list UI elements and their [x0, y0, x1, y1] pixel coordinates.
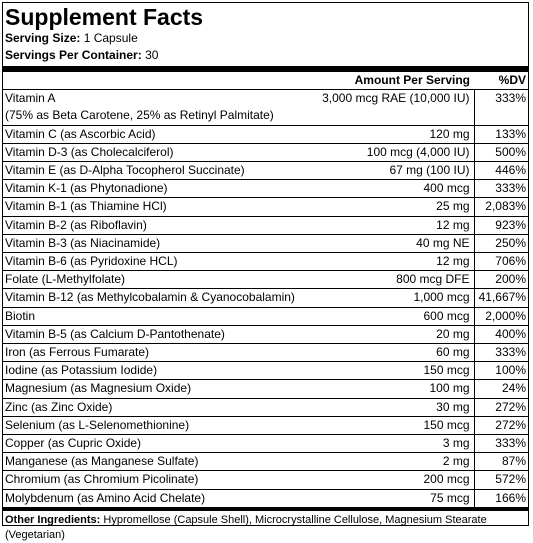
table-row — [3, 289, 528, 307]
nutrient-dv: 133% — [474, 125, 528, 143]
table-row — [3, 325, 528, 343]
nutrient-name: Vitamin B-6 (as Pyridoxine HCL) — [3, 253, 318, 271]
nutrient-name: Vitamin A — [3, 90, 318, 108]
nutrient-amount: 30 mg — [318, 398, 474, 416]
table-row — [3, 125, 528, 143]
nutrient-name: Iron (as Ferrous Fumarate) — [3, 344, 318, 362]
table-header-row — [3, 72, 528, 90]
table-row — [3, 216, 528, 234]
serving-size — [3, 30, 528, 47]
nutrient-amount: 25 mg — [318, 198, 474, 216]
panel-title: Supplement Facts — [5, 4, 204, 30]
nutrient-amount: 1,000 mcg — [318, 289, 474, 307]
serving-size-label: Serving Size: — [5, 31, 81, 45]
nutrient-amount: 400 mcg — [318, 180, 474, 198]
nutrient-amount: 12 mg — [318, 253, 474, 271]
nutrient-name: Chromium (as Chromium Picolinate) — [3, 471, 318, 489]
table-row — [3, 307, 528, 325]
nutrient-name: (75% as Beta Carotene, 25% as Retinyl Palmitate) — [5, 108, 274, 123]
table-row — [3, 107, 528, 125]
nutrient-amount: 12 mg — [318, 216, 474, 234]
nutrient-dv: 24% — [474, 380, 528, 398]
header-amount: Amount Per Serving — [318, 72, 474, 90]
table-row — [3, 180, 528, 198]
table-row — [3, 253, 528, 271]
nutrient-dv — [474, 107, 528, 125]
nutrient-name: Zinc (as Zinc Oxide) — [3, 398, 318, 416]
nutrient-name: Vitamin B-1 (as Thiamine HCl) — [3, 198, 318, 216]
nutrient-name: Manganese (as Manganese Sulfate) — [3, 453, 318, 471]
table-row — [3, 344, 528, 362]
nutrient-name: Copper (as Cupric Oxide) — [3, 435, 318, 453]
table-row — [3, 143, 528, 161]
nutrient-table — [3, 72, 528, 507]
nutrient-name: Vitamin B-2 (as Riboflavin) — [3, 216, 318, 234]
nutrient-amount: 200 mcg — [318, 471, 474, 489]
table-row — [3, 90, 528, 108]
nutrient-amount — [318, 107, 474, 125]
nutrient-amount: 150 mcg — [318, 362, 474, 380]
nutrient-dv: 706% — [474, 253, 528, 271]
nutrient-name: Iodine (as Potassium Iodide) — [3, 362, 318, 380]
table-row — [3, 435, 528, 453]
table-row — [3, 271, 528, 289]
table-row — [3, 471, 528, 489]
nutrient-dv: 923% — [474, 216, 528, 234]
table-row — [3, 162, 528, 180]
header-name — [3, 72, 318, 90]
table-row — [3, 489, 528, 507]
nutrient-dv: 333% — [474, 180, 528, 198]
nutrient-name: Vitamin B-12 (as Methylcobalamin & Cyanocobalamin) — [3, 289, 318, 307]
nutrient-amount: 40 mg NE — [318, 234, 474, 252]
nutrient-dv: 2,000% — [474, 307, 528, 325]
nutrient-dv: 400% — [474, 325, 528, 343]
supplement-facts-panel — [2, 2, 529, 541]
nutrient-amount: 100 mcg (4,000 IU) — [318, 143, 474, 161]
nutrient-name: Vitamin E (as D-Alpha Tocopherol Succinate) — [3, 162, 318, 180]
nutrient-name: Magnesium (as Magnesium Oxide) — [3, 380, 318, 398]
nutrient-dv: 333% — [474, 435, 528, 453]
nutrient-amount: 75 mcg — [318, 489, 474, 507]
nutrient-dv: 87% — [474, 453, 528, 471]
nutrient-dv: 250% — [474, 234, 528, 252]
nutrient-dv: 333% — [474, 344, 528, 362]
nutrient-dv: 2,083% — [474, 198, 528, 216]
nutrient-amount: 67 mg (100 IU) — [318, 162, 474, 180]
nutrient-name: Molybdenum (as Amino Acid Chelate) — [3, 489, 318, 507]
servings-value: 30 — [145, 48, 159, 62]
table-row — [3, 416, 528, 434]
table-row — [3, 453, 528, 471]
nutrient-name: Vitamin B-5 (as Calcium D-Pantothenate) — [3, 325, 318, 343]
servings-label: Servings Per Container: — [5, 48, 142, 62]
nutrient-dv: 500% — [474, 143, 528, 161]
nutrient-dv: 166% — [474, 489, 528, 507]
nutrient-amount: 150 mcg — [318, 416, 474, 434]
other-ingredients-text: Hypromellose (Capsule Shell), Microcrystalline Cellulose, Magnesium Stearate (Vegetarian) — [5, 513, 487, 541]
nutrient-dv: 100% — [474, 362, 528, 380]
nutrient-rows — [3, 90, 528, 507]
servings-per-container — [3, 47, 528, 64]
nutrient-amount: 60 mg — [318, 344, 474, 362]
nutrient-amount: 800 mcg DFE — [318, 271, 474, 289]
table-row — [3, 234, 528, 252]
nutrient-dv: 41,667% — [474, 289, 528, 307]
nutrient-name: Vitamin K-1 (as Phytonadione) — [3, 180, 318, 198]
nutrient-amount: 20 mg — [318, 325, 474, 343]
nutrient-name: Folate (L-Methylfolate) — [3, 271, 318, 289]
serving-size-value: 1 Capsule — [83, 31, 138, 45]
table-row — [3, 198, 528, 216]
nutrient-dv: 446% — [474, 162, 528, 180]
header-dv: %DV — [474, 72, 528, 90]
nutrient-dv: 272% — [474, 398, 528, 416]
nutrient-amount: 120 mg — [318, 125, 474, 143]
table-row — [3, 380, 528, 398]
nutrient-name: Vitamin C (as Ascorbic Acid) — [3, 125, 318, 143]
nutrient-name: Selenium (as L-Selenomethionine) — [3, 416, 318, 434]
other-ingredients-label: Other Ingredients: — [5, 513, 101, 526]
nutrient-name: Biotin — [3, 307, 318, 325]
nutrient-amount: 600 mcg — [318, 307, 474, 325]
nutrient-name: Vitamin D-3 (as Cholecalciferol) — [3, 143, 318, 161]
nutrient-dv: 272% — [474, 416, 528, 434]
table-row — [3, 398, 528, 416]
nutrient-dv: 200% — [474, 271, 528, 289]
nutrient-amount: 3 mg — [318, 435, 474, 453]
nutrient-amount: 2 mg — [318, 453, 474, 471]
other-ingredients — [3, 507, 528, 543]
nutrient-name: Vitamin B-3 (as Niacinamide) — [3, 234, 318, 252]
nutrient-amount: 3,000 mcg RAE (10,000 IU) — [318, 90, 474, 108]
nutrient-dv: 572% — [474, 471, 528, 489]
nutrient-dv: 333% — [474, 90, 528, 108]
table-row — [3, 362, 528, 380]
nutrient-amount: 100 mg — [318, 380, 474, 398]
